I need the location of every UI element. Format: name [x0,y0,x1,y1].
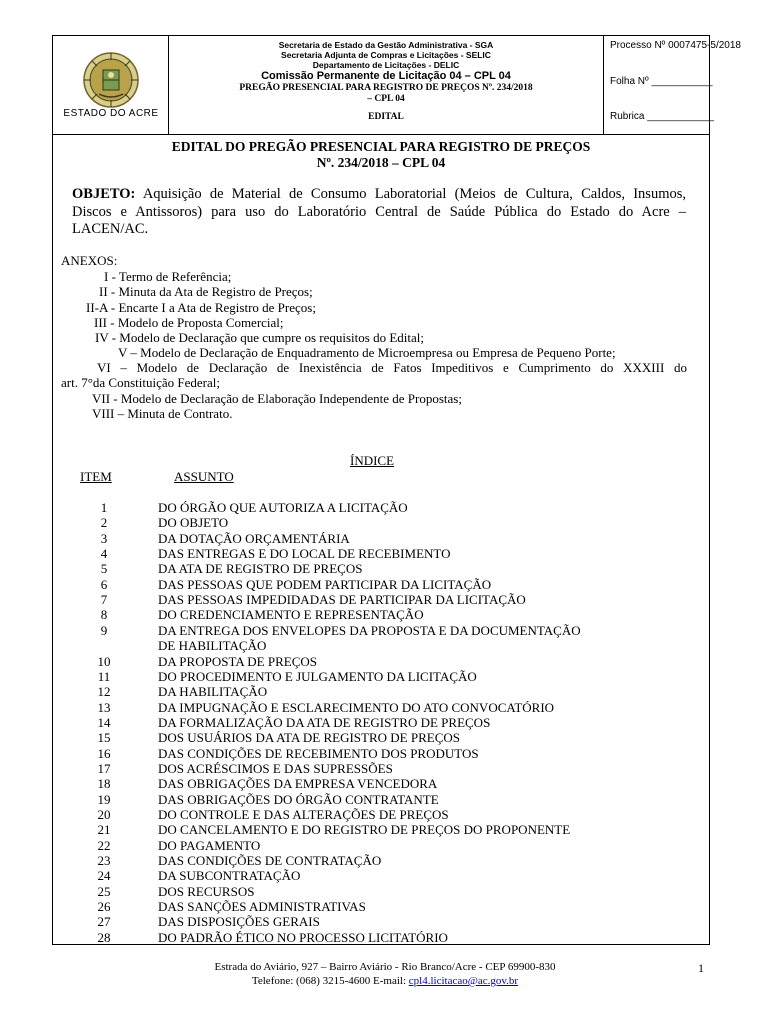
objeto-line-2: Discos e Antissoros) para uso do Laboratório Central de Saúde Pública do Estado do Acre – [72,203,686,220]
objeto-paragraph [72,186,686,239]
indice-item-number: 15 [97,730,111,746]
indice-item-subject: DO CANCELAMENTO E DO REGISTRO DE PREÇOS DO PROPONENTE [158,822,571,838]
indice-item-subject: DAS ENTREGAS E DO LOCAL DE RECEBIMENTO [158,546,451,562]
header-line-cpl04: – CPL 04 [367,94,405,104]
edital-title: EDITAL DO PREGÃO PRESENCIAL PARA REGISTRO DE PREÇOS [171,139,591,154]
indice-item-subject: DAS PESSOAS IMPEDIDADAS DE PARTICIPAR DA LICITAÇÃO [158,592,526,608]
indice-item-number: 17 [97,760,111,776]
indice-item-subject: DOS RECURSOS [158,883,255,899]
indice-item-number: 5 [100,561,108,577]
indice-item-subject: DAS CONDIÇÕES DE RECEBIMENTO DOS PRODUTOS [158,745,479,761]
indice-item-subject: DAS OBRIGAÇÕES DA EMPRESA VENCEDORA [158,776,438,792]
indice-item-subject: DA DOTAÇÃO ORÇAMENTÁRIA [158,530,350,546]
indice-item-number: 10 [97,653,111,669]
indice-item-number: 7 [100,592,108,608]
indice-item-subject: DA PROPOSTA DE PREÇOS [158,653,317,669]
anexo-item: IV - Modelo de Declaração que cumpre os requisitos do Edital; [95,330,424,345]
indice-item-number: 27 [97,914,111,930]
processo-number: Processo Nº 0007475-5/2018 [610,40,741,51]
indice-item-number: 23 [97,853,111,869]
document-header [52,35,741,135]
indice-item-subject: DA ENTREGA DOS ENVELOPES DA PROPOSTA E DA DOCUMENTAÇÃO [158,622,581,638]
indice-item-number: 2 [100,515,108,531]
footer-phone: Telefone: (068) 3215-4600 E-mail: [251,975,407,987]
indice-item-number: 1 [100,500,108,515]
anexo-item: V – Modelo de Declaração de Enquadramento de Microempresa ou Empresa de Pequeno Porte; [118,345,616,360]
header-line-sga: Secretaria de Estado da Gestão Administrativa - SGA [278,40,494,50]
indice-item-subject: DO ÓRGÃO QUE AUTORIZA A LICITAÇÃO [158,500,408,515]
indice-item-number: 18 [97,776,111,792]
footer-contact [0,975,770,987]
indice-item-number: 14 [97,714,111,730]
indice-item-number: 25 [97,883,111,899]
indice-item-subject: DO OBJETO [158,515,229,531]
indice-item-subject: DA IMPUGNAÇÃO E ESCLARECIMENTO DO ATO CONVOCATÓRIO [158,699,555,715]
header-line-cpl: Comissão Permanente de Licitação 04 – CPL 04 [261,70,511,82]
indice-item-number: 12 [97,684,111,700]
page-number: 1 [698,961,704,975]
indice-item-subject: DA FORMALIZAÇÃO DA ATA DE REGISTRO DE PREÇOS [158,714,491,730]
indice-item-subject: DAS SANÇÕES ADMINISTRATIVAS [158,899,366,915]
indice-item-subject: DAS PESSOAS QUE PODEM PARTICIPAR DA LICITAÇÃO [158,576,492,592]
indice-item-subject: DO PAGAMENTO [158,837,261,853]
indice-item-subject: DO CONTROLE E DAS ALTERAÇÕES DE PREÇOS [158,807,449,822]
header-line-edital: EDITAL [368,112,404,122]
indice-item-subject: DO PADRÃO ÉTICO NO PROCESSO LICITATÓRIO [158,929,448,945]
indice-title: ÍNDICE [350,453,395,468]
indice-item-number: 16 [97,745,111,761]
objeto-label: OBJETO: [72,186,136,202]
logo-cell [53,36,169,134]
header-right [604,36,741,134]
indice-item-subject: DA SUBCONTRATAÇÃO [158,868,301,884]
indice-item-subject: DAS CONDIÇÕES DE CONTRATAÇÃO [158,853,382,869]
logo-caption: ESTADO DO ACRE [63,108,159,119]
indice-item-number: 22 [97,837,111,853]
indice-item-number: 8 [100,607,108,623]
indice-item-subject: DA HABILITAÇÃO [158,684,268,700]
header-line-delic: Departamento de Licitações - DELIC [312,60,460,70]
indice-item-subject: DE HABILITAÇÃO [158,638,267,654]
indice-item-number: 28 [97,929,111,945]
indice-item-subject: DOS USUÁRIOS DA ATA DE REGISTRO DE PREÇOS [158,730,460,746]
footer-address: Estrada do Aviário, 927 – Bairro Aviário - Rio Branco/Acre - CEP 69900-830 [214,961,556,973]
indice-item-number: 20 [97,807,111,822]
edital-number: Nº. 234/2018 – CPL 04 [316,155,446,170]
indice-item-subject: DA ATA DE REGISTRO DE PREÇOS [158,561,363,577]
indice-col-item: ITEM [80,469,112,484]
folha-field: Folha Nº ___________ [610,76,713,87]
anexo-item: VII - Modelo de Declaração de Elaboração Independente de Propostas; [92,391,462,406]
indice-col-assunto: ASSUNTO [174,469,234,484]
indice-item-number: 11 [97,668,111,684]
anexo-item: I - Termo de Referência; [104,269,232,284]
anexo-item: II-A - Encarte I a Ata de Registro de Preços; [86,300,316,315]
anexo-item: art. 7°da Constituição Federal; [61,375,220,390]
header-line-pregao: PREGÃO PRESENCIAL PARA REGISTRO DE PREÇOS Nº. 234/2018 [239,83,533,93]
anexo-item: III - Modelo de Proposta Comercial; [94,315,284,330]
anexos-label: ANEXOS: [61,253,118,268]
objeto-line-1: Aquisição de Material de Consumo Laboratorial (Meios de Cultura, Caldos, Insumos, [142,186,686,202]
indice-item-number: 19 [97,791,111,807]
anexo-item: VI – Modelo de Declaração de Inexistência de Fatos Impeditivos e Cumprimento do XXXIII do [97,360,687,375]
indice-item-subject: DOS ACRÉSCIMOS E DAS SUPRESSÕES [158,760,393,776]
coat-of-arms-seal-icon [81,50,141,110]
indice-item-number: 4 [100,546,108,562]
indice-item-number: 24 [97,868,111,884]
indice-item-number: 21 [97,822,111,838]
email-link[interactable]: cpl4.licitacao@ac.gov.br [408,975,519,987]
indice-item-number: 26 [97,899,111,915]
indice-item-number: 9 [100,622,108,638]
header-line-selic: Secretaria Adjunta de Compras e Licitações - SELIC [281,50,491,60]
indice-item-subject: DAS DISPOSIÇÕES GERAIS [158,914,320,930]
indice-item-subject: DO PROCEDIMENTO E JULGAMENTO DA LICITAÇÃO [158,668,477,684]
indice-item-subject: DAS OBRIGAÇÕES DO ÓRGÃO CONTRATANTE [158,791,439,807]
rubrica-field: Rubrica ____________ [610,111,714,122]
indice-item-number: 13 [97,699,111,715]
indice-item-number: 3 [100,530,108,546]
anexo-item: VIII – Minuta de Contrato. [92,406,233,421]
indice-item-subject: DO CREDENCIAMENTO E REPRESENTAÇÃO [158,607,424,623]
indice-item-number: 6 [100,576,108,592]
header-center [169,36,604,134]
objeto-line-3: LACEN/AC. [72,221,149,237]
anexo-item: II - Minuta da Ata de Registro de Preços; [99,284,313,299]
